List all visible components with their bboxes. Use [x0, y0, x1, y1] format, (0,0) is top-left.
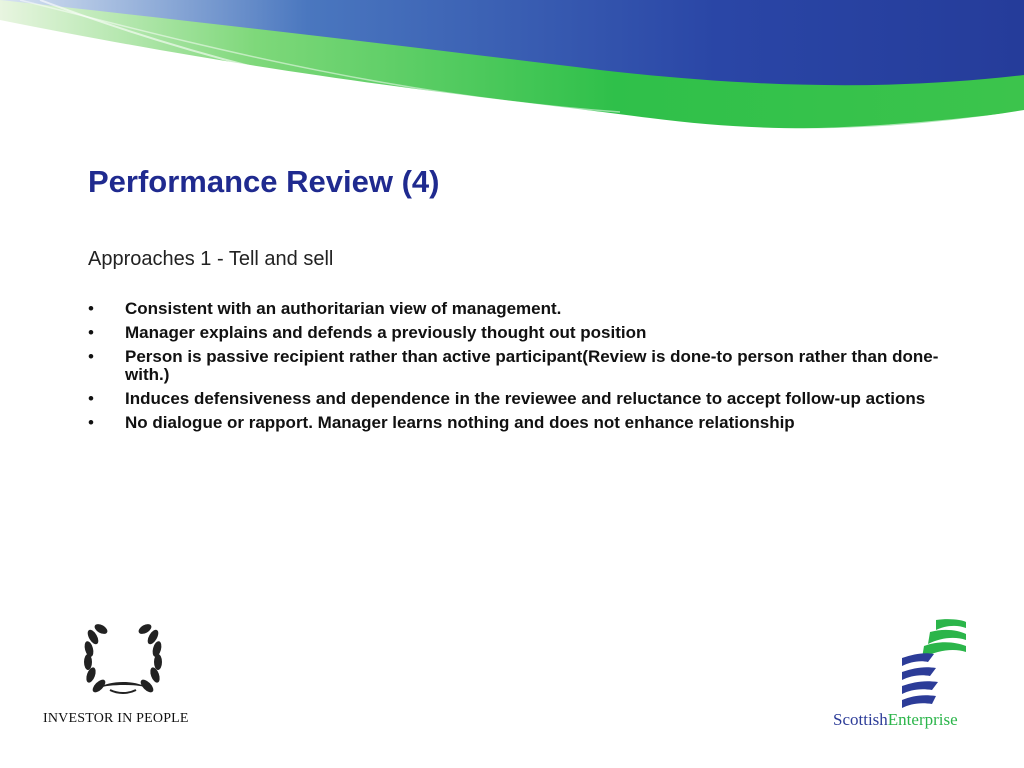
bullet-text: Person is passive recipient rather than active participant(Review is done-to person rather than done-with.) — [125, 347, 939, 384]
laurel-wreath-icon — [80, 618, 166, 700]
bullet-text: No dialogue or rapport. Manager learns nothing and does not enhance relationship — [125, 413, 795, 432]
header-banner — [0, 0, 1024, 150]
bullet-text: Induces defensiveness and dependence in the reviewee and reluctance to accept follow-up actions — [125, 389, 926, 408]
scottish-enterprise-label — [833, 710, 958, 730]
bullet-glyph: • — [88, 323, 94, 342]
investor-in-people-label: INVESTOR IN PEOPLE — [43, 711, 189, 726]
brand-word-scottish: Scottish — [833, 710, 888, 729]
wave-stripes-icon — [898, 618, 970, 710]
bullet-glyph: • — [88, 413, 94, 432]
bullet-glyph: • — [88, 347, 94, 366]
bullet-text: Consistent with an authoritarian view of management. — [125, 299, 562, 318]
brand-word-enterprise: Enterprise — [887, 710, 958, 729]
bullet-item — [88, 348, 978, 384]
bullet-glyph: • — [88, 299, 94, 318]
bullet-item — [88, 324, 978, 342]
bullet-item — [88, 390, 978, 408]
bullet-glyph: • — [88, 389, 94, 408]
bullet-text: Manager explains and defends a previously thought out position — [125, 323, 647, 342]
slide-subtitle: Approaches 1 - Tell and sell — [88, 248, 334, 270]
bullet-item — [88, 300, 978, 318]
bullet-item — [88, 414, 978, 432]
slide-title: Performance Review (4) — [88, 164, 440, 199]
bullet-list — [88, 300, 978, 438]
